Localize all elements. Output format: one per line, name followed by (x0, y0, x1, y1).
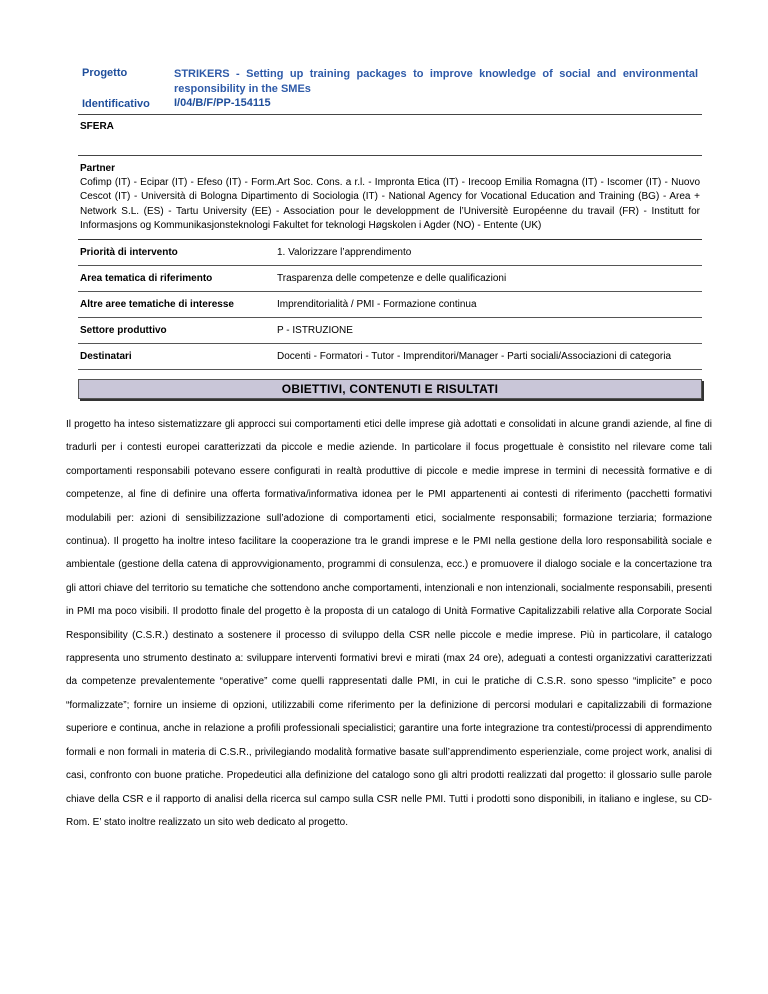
project-header (78, 64, 702, 114)
table-row (78, 266, 702, 292)
document-page (66, 64, 712, 834)
project-label: Progetto (82, 67, 128, 79)
info-value: 1. Valorizzare l’apprendimento (275, 240, 702, 266)
info-key: Altre aree tematiche di interesse (78, 292, 275, 318)
table-row (78, 240, 702, 266)
partner-heading: Partner (80, 163, 116, 174)
project-title: STRIKERS - Setting up training packages to improve knowledge of social and environmental responsibility in the SMEs (174, 68, 698, 95)
table-row (78, 344, 702, 370)
identifier-label: Identificativo (82, 98, 150, 110)
info-value: Imprenditorialità / PMI - Formazione continua (275, 292, 702, 318)
info-key: Settore produttivo (78, 318, 275, 344)
sfera-label: SFERA (80, 121, 114, 132)
info-value: P - ISTRUZIONE (275, 318, 702, 344)
project-title-block (174, 67, 698, 111)
info-table (78, 240, 702, 370)
table-row (78, 318, 702, 344)
info-value: Docenti - Formatori - Tutor - Imprenditori/Manager - Parti sociali/Associazioni di categoria (275, 344, 702, 370)
table-row (78, 292, 702, 318)
partner-list: Cofimp (IT) - Ecipar (IT) - Efeso (IT) - Form.Art Soc. Cons. a r.l. - Impronta Etica (IT) - Irecoop Emilia Romagna (IT) - Iscomer (IT) - Nuovo Cescot (IT) - Università di Bologna Dipartimento di Sociologia (IT) - National Agency for Vocational Education and Training (BG) - Area + Network S.L. (ES) - Tartu University (EE) - Association pour le developpment de l’Universitè Européenne du travail (FR) - Institutt for Informasjons og Kommunikasjonsteknologi Fakultet for teknologi Høgskolen i Agder (NO) - Entente (UK) (80, 177, 700, 231)
project-code: I/04/B/F/PP-154115 (174, 97, 271, 109)
section-body: Il progetto ha inteso sistematizzare gli approcci sui comportamenti etici delle imprese già adottati e consolidati in alcune grandi aziende, al fine di tradurli per i contesti europei caratterizzati da piccole e medie aziende. In particolare il focus progettuale è consistito nel rilevare come tali comportamenti responsabili potevano essere configurati in realtà produttive di piccole e medie imprese in termini di necessità formative e di competenze, al fine di definire una offerta formativa/informativa idonea per le PMI appartenenti ai contesti di riferimento (pacchetti formativi modulabili per: azioni di sensibilizzazione sull’adozione di comportamenti etici, socialmente responsabili; formazione terziaria; formazione continua). Il progetto ha inoltre inteso facilitare la cooperazione tra le grandi imprese e le PMI nella gestione della loro responsabilità sociale e ambientale (gestione della catena di approvvigionamento, programmi di consulenza, ecc.) e promuovere il dialogo sociale e la concertazione tra gli attori chiave del territorio su tematiche che sottendono anche comportamenti, intenzionali e non intenzionali, socialmente responsabili, presenti in PMI ma poco visibili. Il prodotto finale del progetto è la proposta di un catalogo di Unità Formative Capitalizzabili relative alla Corporate Social Responsibility (C.S.R.) destinato a sostenere il processo di sviluppo della CSR nelle piccole e medie imprese. Più in particolare, il catalogo rappresenta uno strumento destinato a: sviluppare interventi formativi brevi e mirati (max 24 ore), adeguati a contesti organizzativi caratterizzati da competenze prevalentemente “operative” come quelli rappresentati dalle PMI, in cui le pratiche di C.S.R. sono spesso “implicite” e poco “formalizzate”; fornire un insieme di opzioni, utilizzabili come riferimento per la definizione di percorsi modulari e capitalizzabili di formazione superiore e continua, anche in relazione a profili professionali specialistici; garantire una forte integrazione tra contesti/processi di apprendimento formali e non formali in materia di C.S.R., privilegiando modalità formative basate sull’apprendimento esperienziale, come project work, analisi di casi, confronto con buone pratiche. Propedeutici alla definizione del catalogo sono gli altri prodotti realizzati dal progetto: il glossario sulle parole chiave della CSR e il rapporto di analisi della ricerca sul campo sulla CSR nelle PMI. Tutti i prodotti sono disponibili, in italiano e inglese, su CD-Rom. E’ stato inoltre realizzato un sito web dedicato al progetto. (66, 419, 712, 828)
partner-section (78, 156, 702, 239)
info-key: Priorità di intervento (78, 240, 275, 266)
info-key: Destinatari (78, 344, 275, 370)
info-value: Trasparenza delle competenze e delle qualificazioni (275, 266, 702, 292)
sfera-row (78, 115, 702, 155)
info-key: Area tematica di riferimento (78, 266, 275, 292)
section-banner: OBIETTIVI, CONTENUTI E RISULTATI (78, 379, 702, 399)
